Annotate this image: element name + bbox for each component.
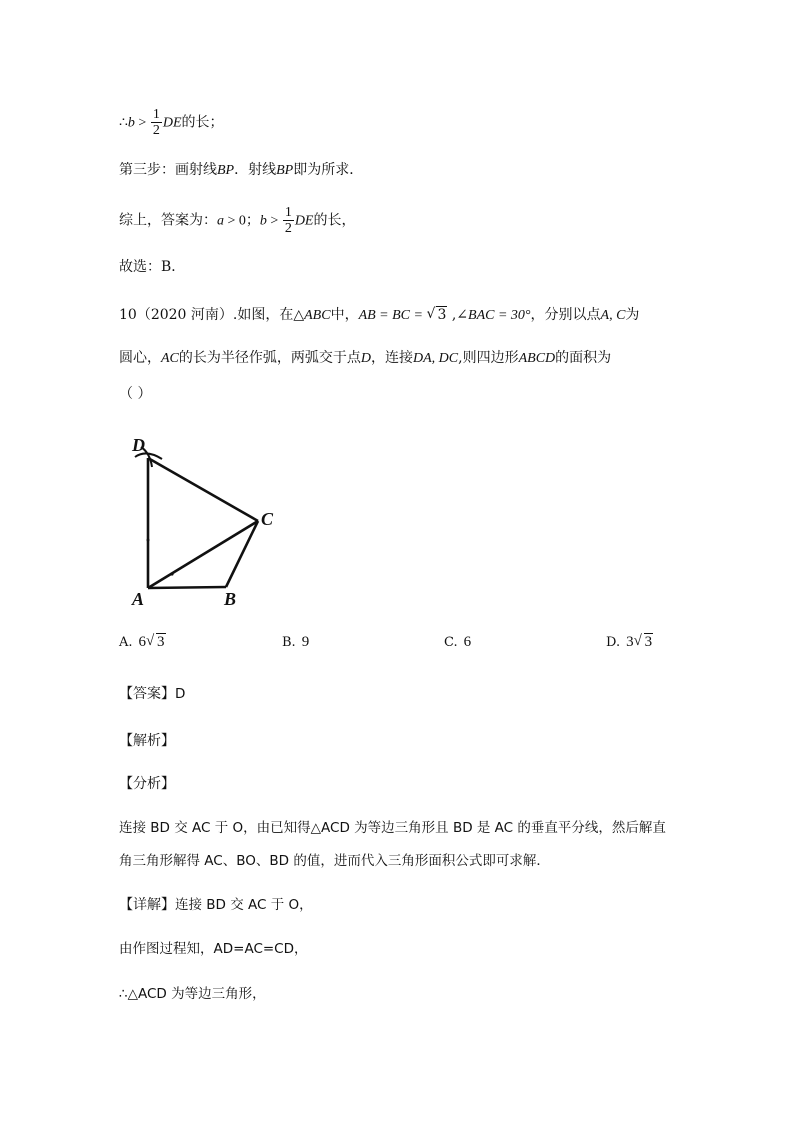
text-segment: ，连接 <box>371 350 414 366</box>
text-segment: , <box>447 307 457 323</box>
quadrilateral-diagram <box>128 425 293 610</box>
ray-bp: BP <box>217 163 235 178</box>
segment-de: DE <box>294 213 314 229</box>
answer-value: D <box>175 686 186 702</box>
label-c: C <box>261 509 274 529</box>
text-segment: ．射线 <box>234 162 277 178</box>
question-line-1 <box>119 305 639 326</box>
option-d[interactable] <box>606 634 653 651</box>
fraction-numerator: 1 <box>152 107 160 122</box>
var-a: a <box>217 213 224 229</box>
label-b: B <box>224 589 237 609</box>
ray-bp: BP <box>276 163 294 178</box>
text-segment: .如图，在△ <box>232 307 305 323</box>
radicand: 3 <box>644 634 653 650</box>
radicand: 3 <box>437 307 447 323</box>
label-d: D <box>132 435 145 455</box>
fenxi-text-2: 角三角形解得 AC、BO、BD 的值，进而代入三角形面积公式即可求解． <box>119 853 550 869</box>
text-suffix: 的长； <box>181 114 224 131</box>
text-line-3 <box>119 205 355 236</box>
quadrilateral-abcd: ABCD <box>518 351 556 366</box>
answer-line <box>119 684 185 704</box>
option-value: 6 <box>463 634 472 650</box>
segment-dc <box>148 458 258 521</box>
option-value: 9 <box>301 634 310 650</box>
therefore-symbol: ∴ <box>119 114 128 131</box>
var-b: b <box>259 213 267 229</box>
option-a[interactable] <box>119 634 166 651</box>
text-suffix: 的长， <box>313 212 356 229</box>
geometry-figure <box>128 425 293 610</box>
gt-zero: > 0 <box>224 213 246 229</box>
coefficient: 6 <box>138 634 147 650</box>
point-d: D <box>360 351 372 366</box>
option-letter: D. <box>606 635 621 650</box>
text-line-2 <box>119 160 363 181</box>
text-segment: 的长为半径作弧，两弧交于点 <box>178 350 361 366</box>
speck <box>147 539 150 542</box>
fraction-one-half <box>283 205 294 236</box>
question-number: 10（2020 河南） <box>119 307 233 323</box>
segment-ac: AC <box>161 351 179 366</box>
label-a: A <box>132 589 145 609</box>
fenxi-text-1: 连接 BD 交 AC 于 O，由已知得△ACD 为等边三角形且 BD 是 AC 的垂直平分线，然后解直 <box>119 820 666 836</box>
text-segment: ，分别以点 <box>530 307 601 323</box>
answer-parentheses: （ ） <box>119 386 152 402</box>
fraction-denominator: 2 <box>284 221 292 236</box>
option-letter: A. <box>119 635 133 650</box>
fraction-one-half <box>151 107 162 138</box>
fenxi-heading: 【分析】 <box>119 776 175 792</box>
detail-text: 连接 BD 交 AC 于 O， <box>175 897 313 913</box>
segments-da-dc: DA, DC <box>413 351 459 366</box>
text-line-1 <box>119 107 224 138</box>
text-segment: ,则四边形 <box>458 350 519 366</box>
coefficient: 3 <box>626 634 634 650</box>
analysis-heading: 【解析】 <box>119 733 175 749</box>
text-segment: 的面积为 <box>555 350 612 366</box>
gt-operator: > <box>134 115 150 131</box>
points-a-c: A, C <box>600 308 626 323</box>
option-value <box>139 634 166 650</box>
detail-line-3: ∴△ACD 为等边三角形， <box>119 986 266 1002</box>
equation-ab-bc: AB = BC = <box>358 308 427 323</box>
triangle-abc: ABC <box>304 308 331 323</box>
text-segment: 圆心， <box>119 350 161 366</box>
detail-line-2: 由作图过程知，AD=AC=CD， <box>119 941 308 957</box>
text-segment: 即为所求． <box>293 162 364 178</box>
text-segment: 中， <box>330 307 359 323</box>
detail-label: 【详解】 <box>119 897 175 913</box>
angle-bac: ∠BAC = 30° <box>456 308 531 323</box>
option-value <box>626 634 653 650</box>
text-line-4: 故选：B． <box>119 259 186 275</box>
fraction-denominator: 2 <box>152 123 160 138</box>
gt-operator: > <box>266 213 282 229</box>
option-b[interactable] <box>282 634 309 651</box>
segment-de: DE <box>162 115 182 131</box>
answer-label: 【答案】 <box>119 686 175 702</box>
option-letter: C. <box>444 635 458 650</box>
detail-line-1 <box>119 895 313 915</box>
semicolon: ； <box>245 212 260 229</box>
text-segment: 综上，答案为： <box>119 212 217 229</box>
speck <box>170 572 173 575</box>
segment-ab <box>148 587 226 588</box>
text-segment: 为 <box>625 307 640 323</box>
var-b: b <box>127 115 135 131</box>
sqrt-three <box>146 634 166 651</box>
question-line-2 <box>119 348 611 369</box>
option-c[interactable] <box>444 634 471 651</box>
sqrt-three <box>634 634 654 651</box>
fraction-numerator: 1 <box>284 205 292 220</box>
radicand: 3 <box>157 634 165 650</box>
text-segment: 第三步：画射线 <box>119 162 217 178</box>
option-letter: B. <box>282 635 296 650</box>
sqrt-three <box>426 305 447 325</box>
